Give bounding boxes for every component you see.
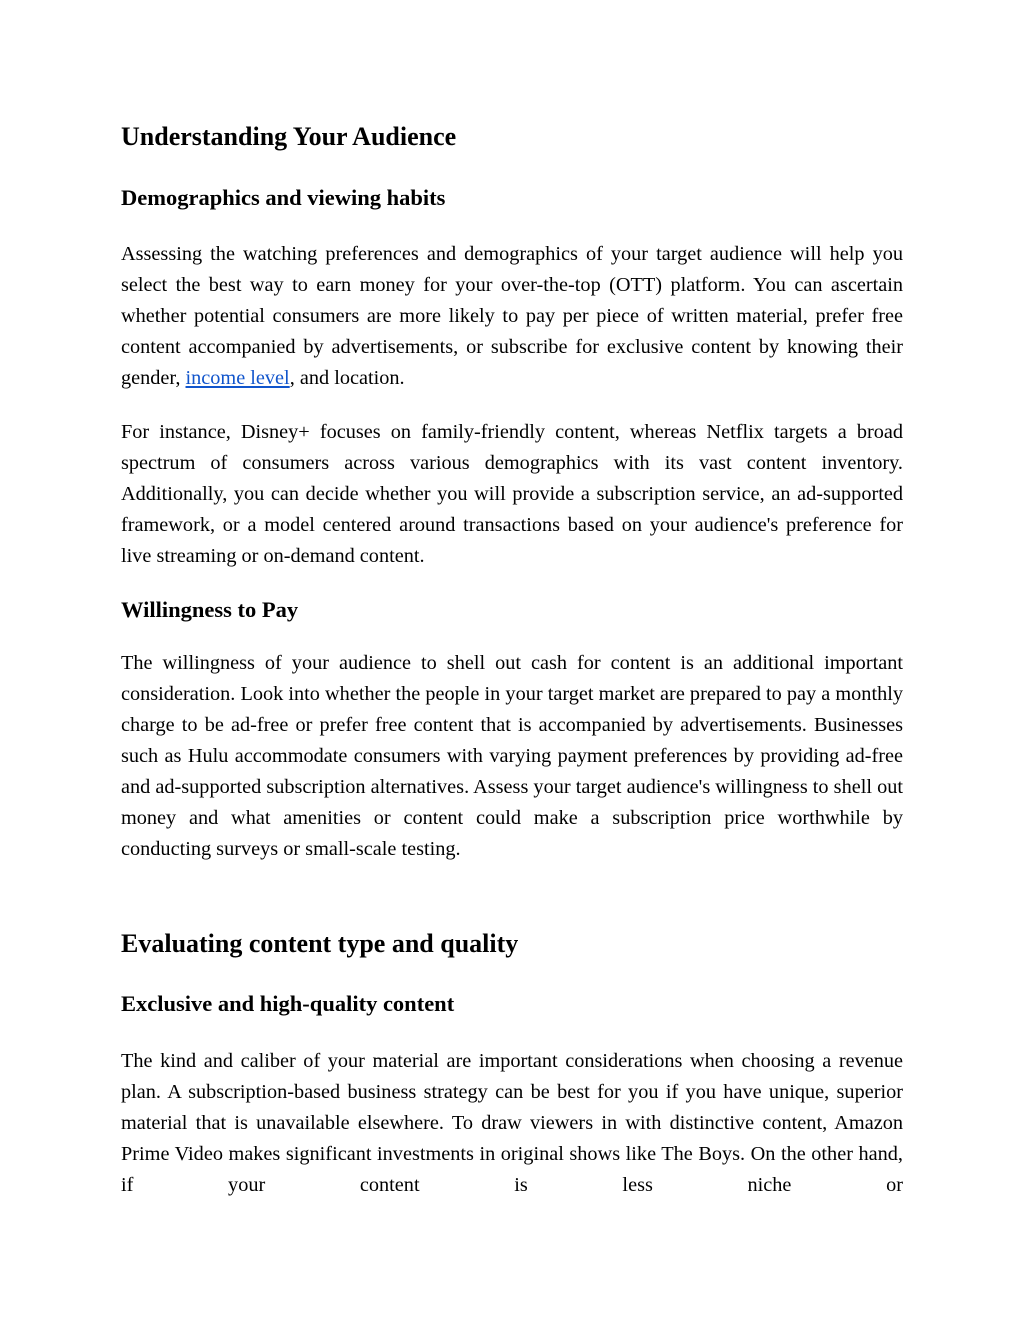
subheading-demographics: Demographics and viewing habits [121, 185, 446, 210]
paragraph-demographics-2: For instance, Disney+ focuses on family-friendly content, whereas Netflix targets a broad spectrum of consumers across various demographics with its vast content inventory. Additionally, you can decide whether you will provide a subscription service, an ad-supported framework, or a model centered around transactions based on your audience's preference for live streaming or on-demand content. [121, 421, 903, 567]
income-level-link[interactable]: income level [185, 367, 290, 389]
paragraph-demographics-1 [121, 239, 903, 394]
paragraph-text: , and location. [289, 367, 405, 389]
paragraph-text: Assessing the watching preferences and demographics of your target audience will help you select the best way to earn money for your over-the-top (OTT) platform. You can ascertain whether potential consumers are more likely to pay per piece of written material, prefer free content accompanied by advertisements, or subscribe for exclusive content by knowing their gender, [121, 243, 903, 389]
paragraph-willingness-1: The willingness of your audience to shell out cash for content is an additional important consideration. Look into whether the people in your target market are prepared to pay a monthly charge to be ad-free or prefer free content that is accompanied by advertisements. Businesses such as Hulu accommodate consumers with varying payment preferences by providing ad-free and ad-supported subscription alternatives. Assess your target audience's willingness to shell out money and what amenities or content could make a subscription price worthwhile by conducting surveys or small-scale testing. [121, 652, 903, 860]
section-title-audience: Understanding Your Audience [121, 122, 457, 151]
subheading-exclusive: Exclusive and high-quality content [121, 991, 455, 1016]
paragraph-exclusive-1: The kind and caliber of your material are important considerations when choosing a revenue plan. A subscription-based business strategy can be best for you if you have unique, superior material that is unavailable elsewhere. To draw viewers in with distinctive content, Amazon Prime Video makes significant investments in original shows like The Boys. On the other hand, if your content is less niche or [121, 1050, 903, 1196]
section-title-content: Evaluating content type and quality [121, 929, 519, 958]
subheading-willingness: Willingness to Pay [121, 597, 299, 622]
